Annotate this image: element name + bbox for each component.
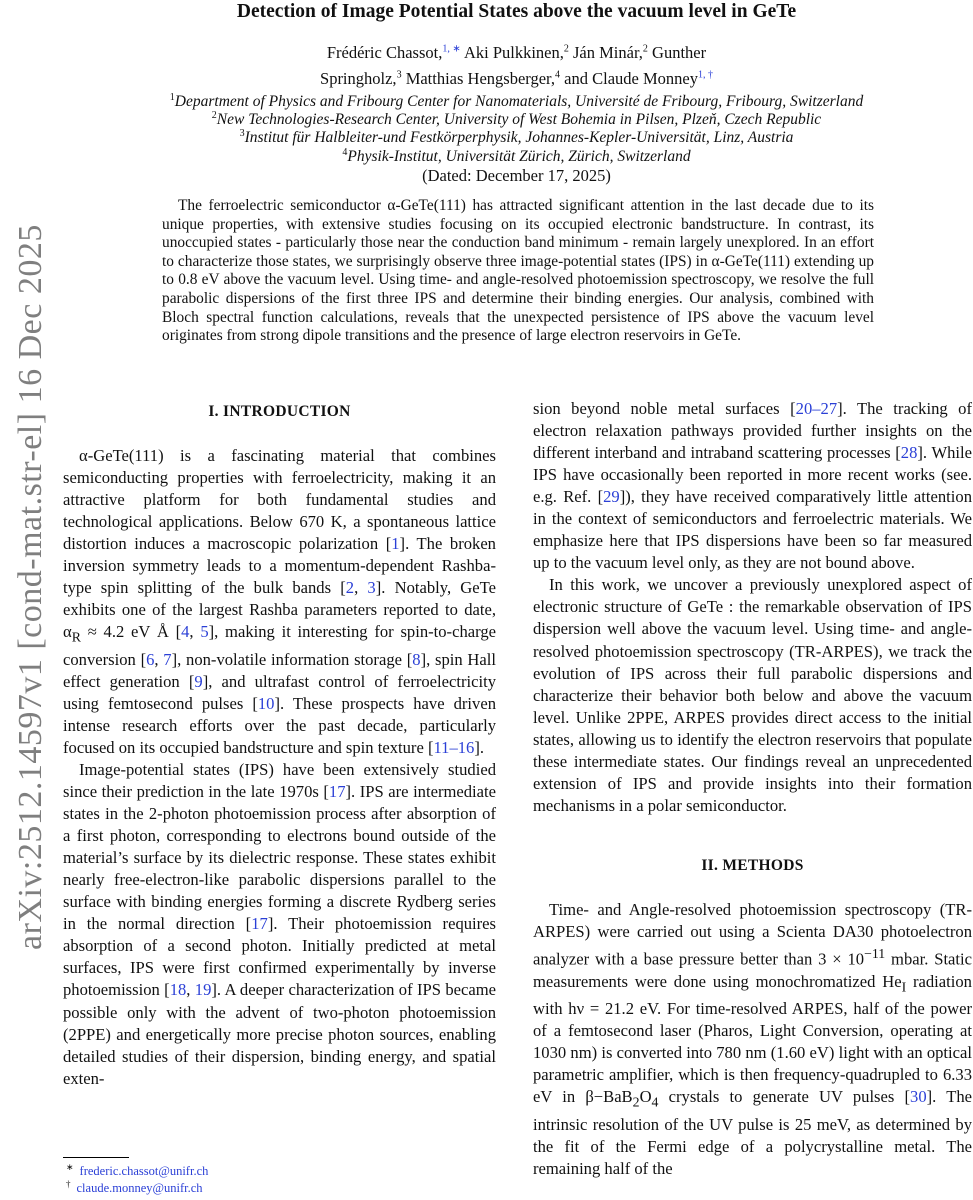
- intro-paragraph-2: Image-potential states (IPS) have been extensively studied since their prediction in the late 1970s [17]. IPS are intermediate states in the 2-photon photoemission process after absorption of a first photon, corresponding to electrons bound outside of the material’s surface by its dielectric response. These states exhibit nearly free-electron-like parabolic dispersions parallel to the surface with binding energies forming a discrete Rydberg series in the normal direction [17]. Their photoemission requires absorption of a second photon. Initially predicted at metal surfaces, IPS were first confirmed experimentally by inverse photoemission [18, 19]. A deeper characterization of IPS became possible only with the advent of two-photon photoemission (2PPE) and energetically more precise photon sources, enabling detailed studies of their dispersion, binding energy, and spatial exten-: [63, 760, 497, 1088]
- affiliation-4: $^4$Physik-Institut, Universität Zürich, Zürich, Switzerland: [342, 146, 691, 165]
- subscript: 4: [651, 1094, 659, 1110]
- citation-link[interactable]: 3: [367, 578, 376, 598]
- author-name: Ján Minár,: [568, 43, 643, 62]
- section-heading-introduction: I. INTRODUCTION: [208, 403, 351, 420]
- email-link-chassot[interactable]: frederic.chassot@unifr.ch: [79, 1164, 209, 1179]
- author-name: Gunther: [647, 43, 707, 62]
- citation-link[interactable]: 6: [146, 649, 155, 669]
- abstract: The ferroelectric semiconductor α-GeTe(111) has attracted significant attention in the last decade due to its unique properties, with extensive studies focusing on its occupied electronic bandstructure. In contrast, its unoccupied states - particularly those near the conduction band minimum - remain largely unexplored. In an effort to characterize those states, we surprisingly observe three image-potential states (IPS) in α-GeTe(111) extending up to 0.8 eV above the vacuum level. Using time- and angle-resolved photoemission spectroscopy, we resolve the full parabolic dispersions of the first three IPS and determine their binding energies. Our analysis, combined with Bloch spectral function calculations, reveals that the unexpected persistence of IPS above the vacuum level originates from strong dipole transitions and the presence of large electron reservoirs in GeTe.: [162, 197, 874, 345]
- citation-link[interactable]: 9: [194, 671, 203, 691]
- affiliation-marker: 3: [396, 69, 402, 81]
- superscript: −11: [864, 946, 886, 962]
- author-name: Frédéric Chassot,: [326, 43, 443, 62]
- paper-title: Detection of Image Potential States above the vacuum level in GeTe: [236, 1, 797, 22]
- subscript: 2: [632, 1094, 640, 1110]
- affiliation-1: $^1$Department of Physics and Fribourg Center for Nanomaterials, Université de Fribourg, Fribourg, Switzerland: [169, 91, 864, 110]
- author-name: Matthias Hengsberger,: [401, 69, 556, 88]
- citation-link[interactable]: 17: [328, 782, 346, 802]
- intro-paragraph-3-continued: sion beyond noble metal surfaces [20–27]. The tracking of electron relaxation pathways provided further insights on the different interband and intraband scattering processes [28]. While IPS have occasionally been reported in more recent works (see. e.g. Ref. [29]), they have received comparatively little attention in the context of semiconductors and ferroelectric materials. We emphasize here that IPS dispersions have been so far measured up to the vacuum level only, as they are not bound above.: [533, 399, 972, 573]
- affiliation-marker: 2: [642, 43, 648, 55]
- citation-link[interactable]: 30: [910, 1087, 927, 1107]
- email-link-monney[interactable]: claude.monney@unifr.ch: [76, 1181, 203, 1196]
- date-line: (Dated: December 17, 2025): [422, 166, 611, 185]
- affiliation-marker[interactable]: 1, †: [697, 69, 713, 81]
- citation-link[interactable]: 5: [200, 622, 209, 642]
- footnote-corresponding-2: † claude.monney@unifr.ch: [66, 1179, 203, 1196]
- affiliation-marker[interactable]: 1, ∗: [442, 43, 461, 55]
- author-name: Springholz,: [320, 69, 397, 88]
- affiliation-marker: 2: [563, 43, 569, 55]
- left-column: [63, 395, 496, 1090]
- citation-link[interactable]: 8: [412, 649, 421, 669]
- author-name: Aki Pulkkinen,: [460, 43, 564, 62]
- citation-link[interactable]: 28: [900, 443, 918, 463]
- citation-link[interactable]: 20–27: [795, 399, 838, 418]
- intro-paragraph-4: In this work, we uncover a previously unexplored aspect of electronic structure of GeTe : the remarkable observation of IPS dispersion well above the vacuum level. Using time- and angle-resolved photoemission spectroscopy (TR-ARPES), we track the evolution of IPS across their full parabolic dispersions and characterize their behavior both below and above the vacuum level. Unlike 2PPE, ARPES provides direct access to the initial states, allowing us to identify the electron reservoirs that populate these intermediate states. Our findings reveal an unprecedented extension of IPS and provide insights into their formation mechanisms in a polar semiconductor.: [533, 575, 972, 815]
- citation-link[interactable]: 29: [603, 487, 620, 507]
- citation-link[interactable]: 17: [251, 914, 268, 934]
- affiliation-3: $^3$Institut für Halbleiter-und Festkörperphysik, Johannes-Kepler-Universität, Linz, Austria: [239, 127, 794, 146]
- right-column: [533, 398, 972, 1180]
- author-name: and Claude Monney: [560, 69, 698, 88]
- citation-link[interactable]: 10: [257, 693, 275, 713]
- footnote-corresponding-1: ∗ frederic.chassot@unifr.ch: [66, 1162, 209, 1179]
- methods-paragraph-1: Time- and Angle-resolved photoemission spectroscopy (TR-ARPES) were carried out using a Scienta DA30 photoelectron analyzer with a base pressure better than $3 \times 10^{-11}$ mbar. Static measurements were done using monochromatized $He_I$ radiation with hν = 21.2 eV. For time-resolved ARPES, half of the power of a femtosecond laser (Pharos, Light Conversion, operating at 1030 nm) is converted into 780 nm (1.60 eV) light with an optical parametric amplifier, which is then frequency-quadrupled to 6.33 eV in $\beta-BaB_2O_4$ crystals to generate UV pulses [30]. The intrinsic resolution of the UV pulse is 25 meV, as determined by the fit of the Fermi edge of a polycrystalline metal. The remaining half of the: [533, 899, 972, 1178]
- citation-link[interactable]: 4: [181, 622, 190, 642]
- footnote-divider: [63, 1157, 129, 1158]
- citation-link[interactable]: 18: [169, 980, 187, 1000]
- section-heading-methods: II. METHODS: [701, 856, 804, 874]
- subscript: R: [71, 629, 81, 645]
- authors-line-2: [60, 69, 973, 89]
- affiliation-2: $^2$New Technologies-Research Center, University of West Bohemia in Pilsen, Plzeň, Czech Republic: [211, 109, 822, 128]
- citation-link[interactable]: 7: [163, 649, 172, 669]
- subscript: I: [901, 978, 907, 994]
- affiliation-marker: 4: [555, 69, 561, 81]
- citation-link[interactable]: 11–16: [433, 737, 475, 757]
- arxiv-identifier-stamp: arXiv:2512.14597v1 [cond-mat.str-el] 16 Dec 2025: [12, 224, 49, 950]
- intro-paragraph-1: α-GeTe(111) is a fascinating material that combines semiconducting properties with ferroelectricity, making it an attractive platform for both fundamental studies and technological applications. Below 670 K, a spontaneous lattice distortion induces a macroscopic polarization [1]. The broken inversion symmetry leads to a momentum-dependent Rashba-type spin splitting of the bulk bands [2, 3]. Notably, GeTe exhibits one of the largest Rashba parameters reported to date, $\alpha_R \approx 4.2$ eV Å [4, 5], making it interesting for spin-to-charge conversion [6, 7], non-volatile information storage [8], spin Hall effect generation [9], and ultrafast control of ferroelectricity using femtosecond pulses [10]. These prospects have driven intense research efforts over the past decade, particularly focused on its occupied bandstructure and spin texture [11–16].: [63, 446, 496, 757]
- citation-link[interactable]: 19: [194, 980, 212, 1000]
- citation-link[interactable]: 2: [345, 578, 355, 598]
- citation-link[interactable]: 1: [391, 534, 400, 554]
- authors-line-1: [60, 43, 973, 63]
